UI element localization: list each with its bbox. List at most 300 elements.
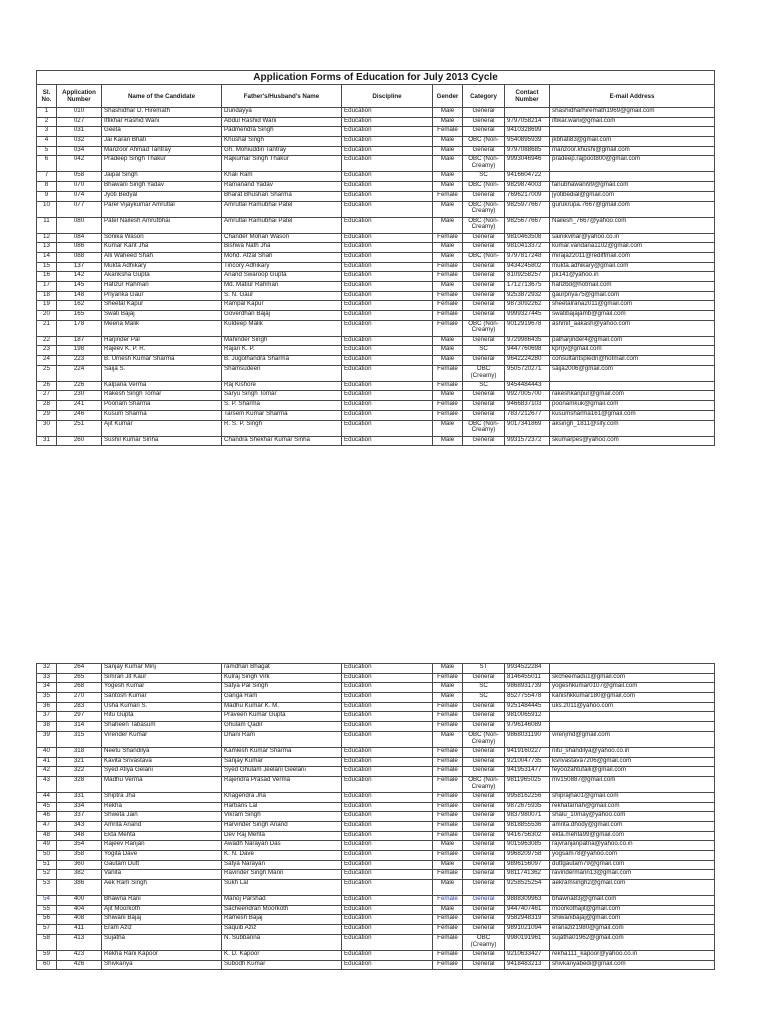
cell-category: General — [463, 841, 505, 851]
cell-gender: Female — [433, 320, 463, 336]
cell-candidate-name: Poonam Sharma — [102, 401, 222, 411]
cell-contact: 9811965025 — [505, 776, 550, 792]
cell-discipline: Education — [342, 802, 433, 812]
cell-sl: 16 — [37, 272, 57, 282]
cell-sl: 54 — [37, 896, 57, 906]
cell-category: General — [463, 950, 505, 960]
cell-father-name: Rajendra Prasad Verma — [222, 776, 342, 792]
cell-application-number: 077 — [57, 201, 102, 217]
col-header-father-name: Father's/Husband's Name — [222, 85, 342, 108]
cell-sl: 45 — [37, 802, 57, 812]
cell-application-number: 358 — [57, 851, 102, 861]
cell-email: mirajaz2011@rediffmail.com — [550, 252, 715, 262]
cell-father-name: Amrutlal Ramubhai Patel — [222, 217, 342, 233]
document-title: Application Forms of Education for July 2013 Cycle — [37, 71, 715, 85]
cell-father-name: Manoj Parshad — [222, 896, 342, 906]
cell-email: kprrjv@gmail.com — [550, 346, 715, 356]
cell-email — [550, 381, 715, 391]
cell-father-name: N. Subbanna — [222, 934, 342, 950]
cell-candidate-name: Neetu Shandilya — [102, 747, 222, 757]
cell-category: General — [463, 108, 505, 118]
table-body-part2 — [37, 664, 715, 970]
cell-father-name: Khagendra Jha — [222, 792, 342, 802]
cell-discipline: Education — [342, 252, 433, 262]
cell-application-number: 382 — [57, 870, 102, 880]
table-row — [37, 311, 715, 321]
cell-sl: 35 — [37, 693, 57, 703]
cell-sl: 59 — [37, 950, 57, 960]
cell-father-name: Satya Narayan — [222, 860, 342, 870]
cell-contact: 9797088685 — [505, 146, 550, 156]
cell-contact: 9582948319 — [505, 915, 550, 925]
cell-discipline: Education — [342, 127, 433, 137]
cell-gender: Male — [433, 880, 463, 896]
cell-email: swatibajajamb@gmail.com — [550, 311, 715, 321]
table-row — [37, 905, 715, 915]
cell-email: rajvranjanpatna@yahoo.co.in — [550, 841, 715, 851]
table-row — [37, 191, 715, 201]
cell-sl: 39 — [37, 731, 57, 747]
cell-category: OBC (Non-Creamy) — [463, 776, 505, 792]
cell-email: aksingh_1811@sify.com — [550, 420, 715, 436]
cell-gender: Male — [433, 281, 463, 291]
cell-candidate-name: Saija S. — [102, 365, 222, 381]
table-row — [37, 401, 715, 411]
cell-discipline: Education — [342, 664, 433, 674]
cell-discipline: Education — [342, 776, 433, 792]
cell-category: OBC (Non-Creamy) — [463, 156, 505, 172]
cell-gender: Female — [433, 401, 463, 411]
cell-category: General — [463, 291, 505, 301]
cell-discipline: Education — [342, 757, 433, 767]
cell-discipline: Education — [342, 346, 433, 356]
table-row — [37, 821, 715, 831]
table-row — [37, 146, 715, 156]
cell-discipline: Education — [342, 436, 433, 446]
cell-gender: Male — [433, 356, 463, 366]
cell-discipline: Education — [342, 880, 433, 896]
cell-gender: Male — [433, 117, 463, 127]
cell-discipline: Education — [342, 420, 433, 436]
cell-category: General — [463, 191, 505, 201]
cell-application-number: 413 — [57, 934, 102, 950]
table-row — [37, 860, 715, 870]
cell-gender: Male — [433, 182, 463, 192]
cell-contact: 9797058214 — [505, 117, 550, 127]
cell-category: General — [463, 812, 505, 822]
cell-category: General — [463, 243, 505, 253]
cell-category: SC — [463, 346, 505, 356]
cell-email: nitu_shandilya@yahoo.co.in — [550, 747, 715, 757]
cell-candidate-name: Amrita Anand — [102, 821, 222, 831]
cell-contact: 8146455011 — [505, 673, 550, 683]
cell-sl: 55 — [37, 905, 57, 915]
cell-contact: 9210047735 — [505, 757, 550, 767]
cell-candidate-name: Virender Kumar — [102, 731, 222, 747]
cell-contact: 8527755478 — [505, 693, 550, 703]
cell-category: General — [463, 673, 505, 683]
cell-category: General — [463, 896, 505, 906]
cell-application-number: 241 — [57, 401, 102, 411]
table-row — [37, 365, 715, 381]
cell-candidate-name: Yogita Dave — [102, 851, 222, 861]
cell-sl: 42 — [37, 767, 57, 777]
cell-candidate-name: Simran Jit Kaur — [102, 673, 222, 683]
cell-father-name: Khali Ram — [222, 172, 342, 182]
table-row — [37, 272, 715, 282]
cell-father-name: Raj Kishore — [222, 381, 342, 391]
cell-contact: 9729986435 — [505, 336, 550, 346]
cell-father-name: Satya Pal Singh — [222, 683, 342, 693]
cell-application-number: 137 — [57, 262, 102, 272]
cell-father-name: Harvinder Singh Anand — [222, 821, 342, 831]
cell-application-number: 145 — [57, 281, 102, 291]
cell-gender: Female — [433, 301, 463, 311]
cell-sl: 52 — [37, 870, 57, 880]
cell-discipline: Education — [342, 841, 433, 851]
cell-contact: 9540895939 — [505, 137, 550, 147]
cell-email: ashmit_aakash@yahoo.com — [550, 320, 715, 336]
cell-gender: Male — [433, 346, 463, 356]
cell-contact: 9931572372 — [505, 436, 550, 446]
cell-category: General — [463, 336, 505, 346]
table-row — [37, 960, 715, 970]
cell-contact: 9825677667 — [505, 217, 550, 233]
cell-candidate-name: Sheetal Kapur — [102, 301, 222, 311]
cell-application-number: 328 — [57, 776, 102, 792]
cell-contact: 9872675935 — [505, 802, 550, 812]
cell-email: ksrivastava7206@gmail.com — [550, 757, 715, 767]
table-row — [37, 356, 715, 366]
cell-contact: 9210633427 — [505, 950, 550, 960]
table-row — [37, 731, 715, 747]
col-header-gender: Gender — [433, 85, 463, 108]
table-row — [37, 336, 715, 346]
table-row — [37, 776, 715, 792]
cell-contact: 9868931739 — [505, 683, 550, 693]
cell-application-number: 142 — [57, 272, 102, 282]
cell-discipline: Education — [342, 320, 433, 336]
cell-category: General — [463, 281, 505, 291]
cell-sl: 7 — [37, 172, 57, 182]
cell-gender: Male — [433, 664, 463, 674]
cell-father-name: Chandra Shekhar Kumar Sinha — [222, 436, 342, 446]
cell-category: SC — [463, 172, 505, 182]
cell-candidate-name: Vanita — [102, 870, 222, 880]
cell-email — [550, 712, 715, 722]
cell-application-number: 187 — [57, 336, 102, 346]
cell-sl: 41 — [37, 757, 57, 767]
cell-sl: 5 — [37, 146, 57, 156]
cell-email: shiwanibajaj@gmail.com — [550, 915, 715, 925]
table-row — [37, 950, 715, 960]
cell-category: General — [463, 722, 505, 732]
cell-discipline: Education — [342, 410, 433, 420]
cell-discipline: Education — [342, 731, 433, 747]
cell-application-number: 408 — [57, 915, 102, 925]
cell-father-name: Kulraj Singh Virk — [222, 673, 342, 683]
cell-sl: 34 — [37, 683, 57, 693]
cell-category: General — [463, 272, 505, 282]
cell-sl: 33 — [37, 673, 57, 683]
cell-father-name: Rajkumar Singh Thakur — [222, 156, 342, 172]
table-row — [37, 281, 715, 291]
cell-category: General — [463, 401, 505, 411]
cell-email: rekhafarnah@gmail.com — [550, 802, 715, 812]
cell-contact: 9999327445 — [505, 311, 550, 321]
cell-contact: 9810413372 — [505, 243, 550, 253]
cell-discipline: Education — [342, 673, 433, 683]
cell-application-number: 297 — [57, 712, 102, 722]
cell-gender: Female — [433, 776, 463, 792]
cell-contact: 9810463508 — [505, 233, 550, 243]
cell-sl: 17 — [37, 281, 57, 291]
cell-email: rakeshkanpur@gmail.com — [550, 391, 715, 401]
cell-discipline: Education — [342, 950, 433, 960]
cell-email: pk141@yahoo.in — [550, 272, 715, 282]
cell-category: General — [463, 915, 505, 925]
table-row — [37, 108, 715, 118]
cell-application-number: 404 — [57, 905, 102, 915]
cell-application-number: 337 — [57, 812, 102, 822]
cell-gender: Female — [433, 262, 463, 272]
cell-candidate-name: Pradeep Singh Thakur — [102, 156, 222, 172]
cell-discipline: Education — [342, 272, 433, 282]
cell-sl: 57 — [37, 925, 57, 935]
cell-father-name: Bharat Bhushan Sharma — [222, 191, 342, 201]
cell-sl: 27 — [37, 391, 57, 401]
cell-father-name: Sanjay Kumar — [222, 757, 342, 767]
cell-category: OBC (Non- — [463, 137, 505, 147]
cell-father-name: Sacheendran Moorkoth — [222, 905, 342, 915]
cell-application-number: 423 — [57, 950, 102, 960]
table-row — [37, 391, 715, 401]
cell-sl: 3 — [37, 127, 57, 137]
cell-email: kusumsharma161@gmail.com — [550, 410, 715, 420]
table-row — [37, 182, 715, 192]
table-row — [37, 870, 715, 880]
table-row — [37, 934, 715, 950]
cell-application-number: 034 — [57, 146, 102, 156]
cell-contact: 9868031190 — [505, 731, 550, 747]
cell-application-number: 042 — [57, 156, 102, 172]
cell-candidate-name: Jai Karan Bhati — [102, 137, 222, 147]
cell-application-number: 411 — [57, 925, 102, 935]
cell-sl: 25 — [37, 365, 57, 381]
cell-category: General — [463, 233, 505, 243]
cell-sl: 21 — [37, 320, 57, 336]
cell-discipline: Education — [342, 792, 433, 802]
cell-category: OBC (Non-Creamy) — [463, 320, 505, 336]
cell-application-number: 348 — [57, 831, 102, 841]
cell-gender: Male — [433, 731, 463, 747]
cell-email: yogsam78@yahoo.com — [550, 851, 715, 861]
cell-gender: Female — [433, 747, 463, 757]
cell-father-name: Chander Mohan Wason — [222, 233, 342, 243]
cell-father-name: B. Jugolhandra Sharma — [222, 356, 342, 366]
cell-application-number: 198 — [57, 346, 102, 356]
cell-sl: 19 — [37, 301, 57, 311]
cell-email: yogeshkumar0107@gmail.com — [550, 683, 715, 693]
cell-gender: Female — [433, 767, 463, 777]
cell-gender: Female — [433, 291, 463, 301]
cell-sl: 26 — [37, 381, 57, 391]
cell-father-name: Subodh Kumar — [222, 960, 342, 970]
cell-contact: 7837212677 — [505, 410, 550, 420]
table-row — [37, 410, 715, 420]
cell-sl: 2 — [37, 117, 57, 127]
cell-application-number: 283 — [57, 702, 102, 712]
cell-gender: Female — [433, 311, 463, 321]
cell-email: shalu_10may@yahoo.com — [550, 812, 715, 822]
table-row — [37, 262, 715, 272]
column-header-row — [37, 85, 715, 108]
cell-category: General — [463, 880, 505, 896]
table-row — [37, 757, 715, 767]
cell-sl: 48 — [37, 831, 57, 841]
cell-candidate-name: Sanjay Kumar Minj — [102, 664, 222, 674]
cell-candidate-name: Shiwani Bajaj — [102, 915, 222, 925]
cell-discipline: Education — [342, 108, 433, 118]
cell-sl: 13 — [37, 243, 57, 253]
cell-category: General — [463, 311, 505, 321]
cell-sl: 8 — [37, 182, 57, 192]
cell-contact — [505, 108, 550, 118]
cell-email: jyotibedial@gmail.com — [550, 191, 715, 201]
cell-discipline: Education — [342, 217, 433, 233]
cell-gender: Female — [433, 960, 463, 970]
cell-contact: 9888309963 — [505, 896, 550, 906]
col-header-candidate-name: Name of the Candidate — [102, 85, 222, 108]
table-row — [37, 201, 715, 217]
cell-gender: Female — [433, 722, 463, 732]
col-header-discipline: Discipline — [342, 85, 433, 108]
cell-discipline: Education — [342, 356, 433, 366]
table-row — [37, 712, 715, 722]
cell-father-name: Md. Matiur Rahman — [222, 281, 342, 291]
cell-father-name: Madhu Kumar K. M. — [222, 702, 342, 712]
cell-candidate-name: Aek Ram Singh — [102, 880, 222, 896]
table-body-part1 — [37, 108, 715, 446]
table-row — [37, 747, 715, 757]
table-row — [37, 217, 715, 233]
cell-gender: Male — [433, 860, 463, 870]
cell-email — [550, 722, 715, 732]
cell-gender: Male — [433, 683, 463, 693]
table-row — [37, 137, 715, 147]
cell-contact: 9418483213 — [505, 960, 550, 970]
cell-father-name: Harbans Lal — [222, 802, 342, 812]
cell-father-name: Ramanand Yadav — [222, 182, 342, 192]
cell-email: bhawna83j@gmail.com — [550, 896, 715, 906]
cell-discipline: Education — [342, 381, 433, 391]
cell-category: General — [463, 851, 505, 861]
table-row — [37, 925, 715, 935]
cell-sl: 36 — [37, 702, 57, 712]
cell-category: General — [463, 127, 505, 137]
cell-father-name: Sukh Lal — [222, 880, 342, 896]
cell-application-number: 354 — [57, 841, 102, 851]
cell-candidate-name: Kalpana Verma — [102, 381, 222, 391]
cell-father-name: Tarsem Kumar Sharma — [222, 410, 342, 420]
cell-candidate-name: Bhawani Singh Yadav — [102, 182, 222, 192]
cell-gender: Female — [433, 802, 463, 812]
cell-discipline: Education — [342, 201, 433, 217]
cell-discipline: Education — [342, 137, 433, 147]
cell-email: iftikar.wani@gmail.com — [550, 117, 715, 127]
table-row — [37, 915, 715, 925]
cell-candidate-name: Akanksha Gupta — [102, 272, 222, 282]
table-row — [37, 233, 715, 243]
cell-contact: 9258525254 — [505, 880, 550, 896]
cell-category: General — [463, 436, 505, 446]
cell-sl: 6 — [37, 156, 57, 172]
cell-application-number: 268 — [57, 683, 102, 693]
cell-candidate-name: Shiptra Jha — [102, 792, 222, 802]
table-row — [37, 702, 715, 712]
cell-application-number: 223 — [57, 356, 102, 366]
cell-category: General — [463, 860, 505, 870]
cell-sl: 22 — [37, 336, 57, 346]
cell-application-number: 165 — [57, 311, 102, 321]
cell-discipline: Education — [342, 182, 433, 192]
cell-application-number: 027 — [57, 117, 102, 127]
cell-candidate-name: Ekta Mehta — [102, 831, 222, 841]
cell-application-number: 074 — [57, 191, 102, 201]
cell-discipline: Education — [342, 915, 433, 925]
cell-contact: 9934522284 — [505, 664, 550, 674]
cell-application-number: 331 — [57, 792, 102, 802]
cell-discipline: Education — [342, 767, 433, 777]
cell-email: skumarpes@yahoo.com — [550, 436, 715, 446]
cell-category: General — [463, 767, 505, 777]
col-header-email: E-mail Address — [550, 85, 715, 108]
cell-candidate-name: Madhu Verma — [102, 776, 222, 792]
cell-application-number: 088 — [57, 252, 102, 262]
table-row — [37, 683, 715, 693]
cell-category: General — [463, 702, 505, 712]
cell-gender: Male — [433, 391, 463, 401]
cell-gender: Male — [433, 252, 463, 262]
cell-category: General — [463, 262, 505, 272]
cell-father-name: K. N. Dave — [222, 851, 342, 861]
cell-gender: Female — [433, 925, 463, 935]
cell-discipline: Education — [342, 870, 433, 880]
cell-sl: 38 — [37, 722, 57, 732]
cell-father-name: Syed Ghulam Jeelani Geelani — [222, 767, 342, 777]
cell-contact: 9891021094 — [505, 925, 550, 935]
cell-candidate-name: Parel Vijaykumar Amrutlal — [102, 201, 222, 217]
cell-discipline: Education — [342, 156, 433, 172]
cell-discipline: Education — [342, 960, 433, 970]
cell-category: General — [463, 757, 505, 767]
cell-candidate-name: Rekha Rani Kapoor — [102, 950, 222, 960]
cell-candidate-name: Mukta Adhikary — [102, 262, 222, 272]
cell-email: sainikvihar@yahoo.co.in — [550, 233, 715, 243]
cell-application-number: 400 — [57, 896, 102, 906]
cell-email: sheetalrana2011@gmail.com — [550, 301, 715, 311]
cell-contact: 9419160227 — [505, 747, 550, 757]
cell-father-name: Goverdhan Bajaj — [222, 311, 342, 321]
cell-discipline: Education — [342, 851, 433, 861]
cell-category: General — [463, 391, 505, 401]
cell-email — [550, 127, 715, 137]
cell-discipline: Education — [342, 172, 433, 182]
cell-email: kanishkkumar180@gmail.com — [550, 693, 715, 703]
cell-candidate-name: Swati Bajaj — [102, 311, 222, 321]
cell-candidate-name: Kusum Sharma — [102, 410, 222, 420]
cell-contact: 9410328699 — [505, 127, 550, 137]
